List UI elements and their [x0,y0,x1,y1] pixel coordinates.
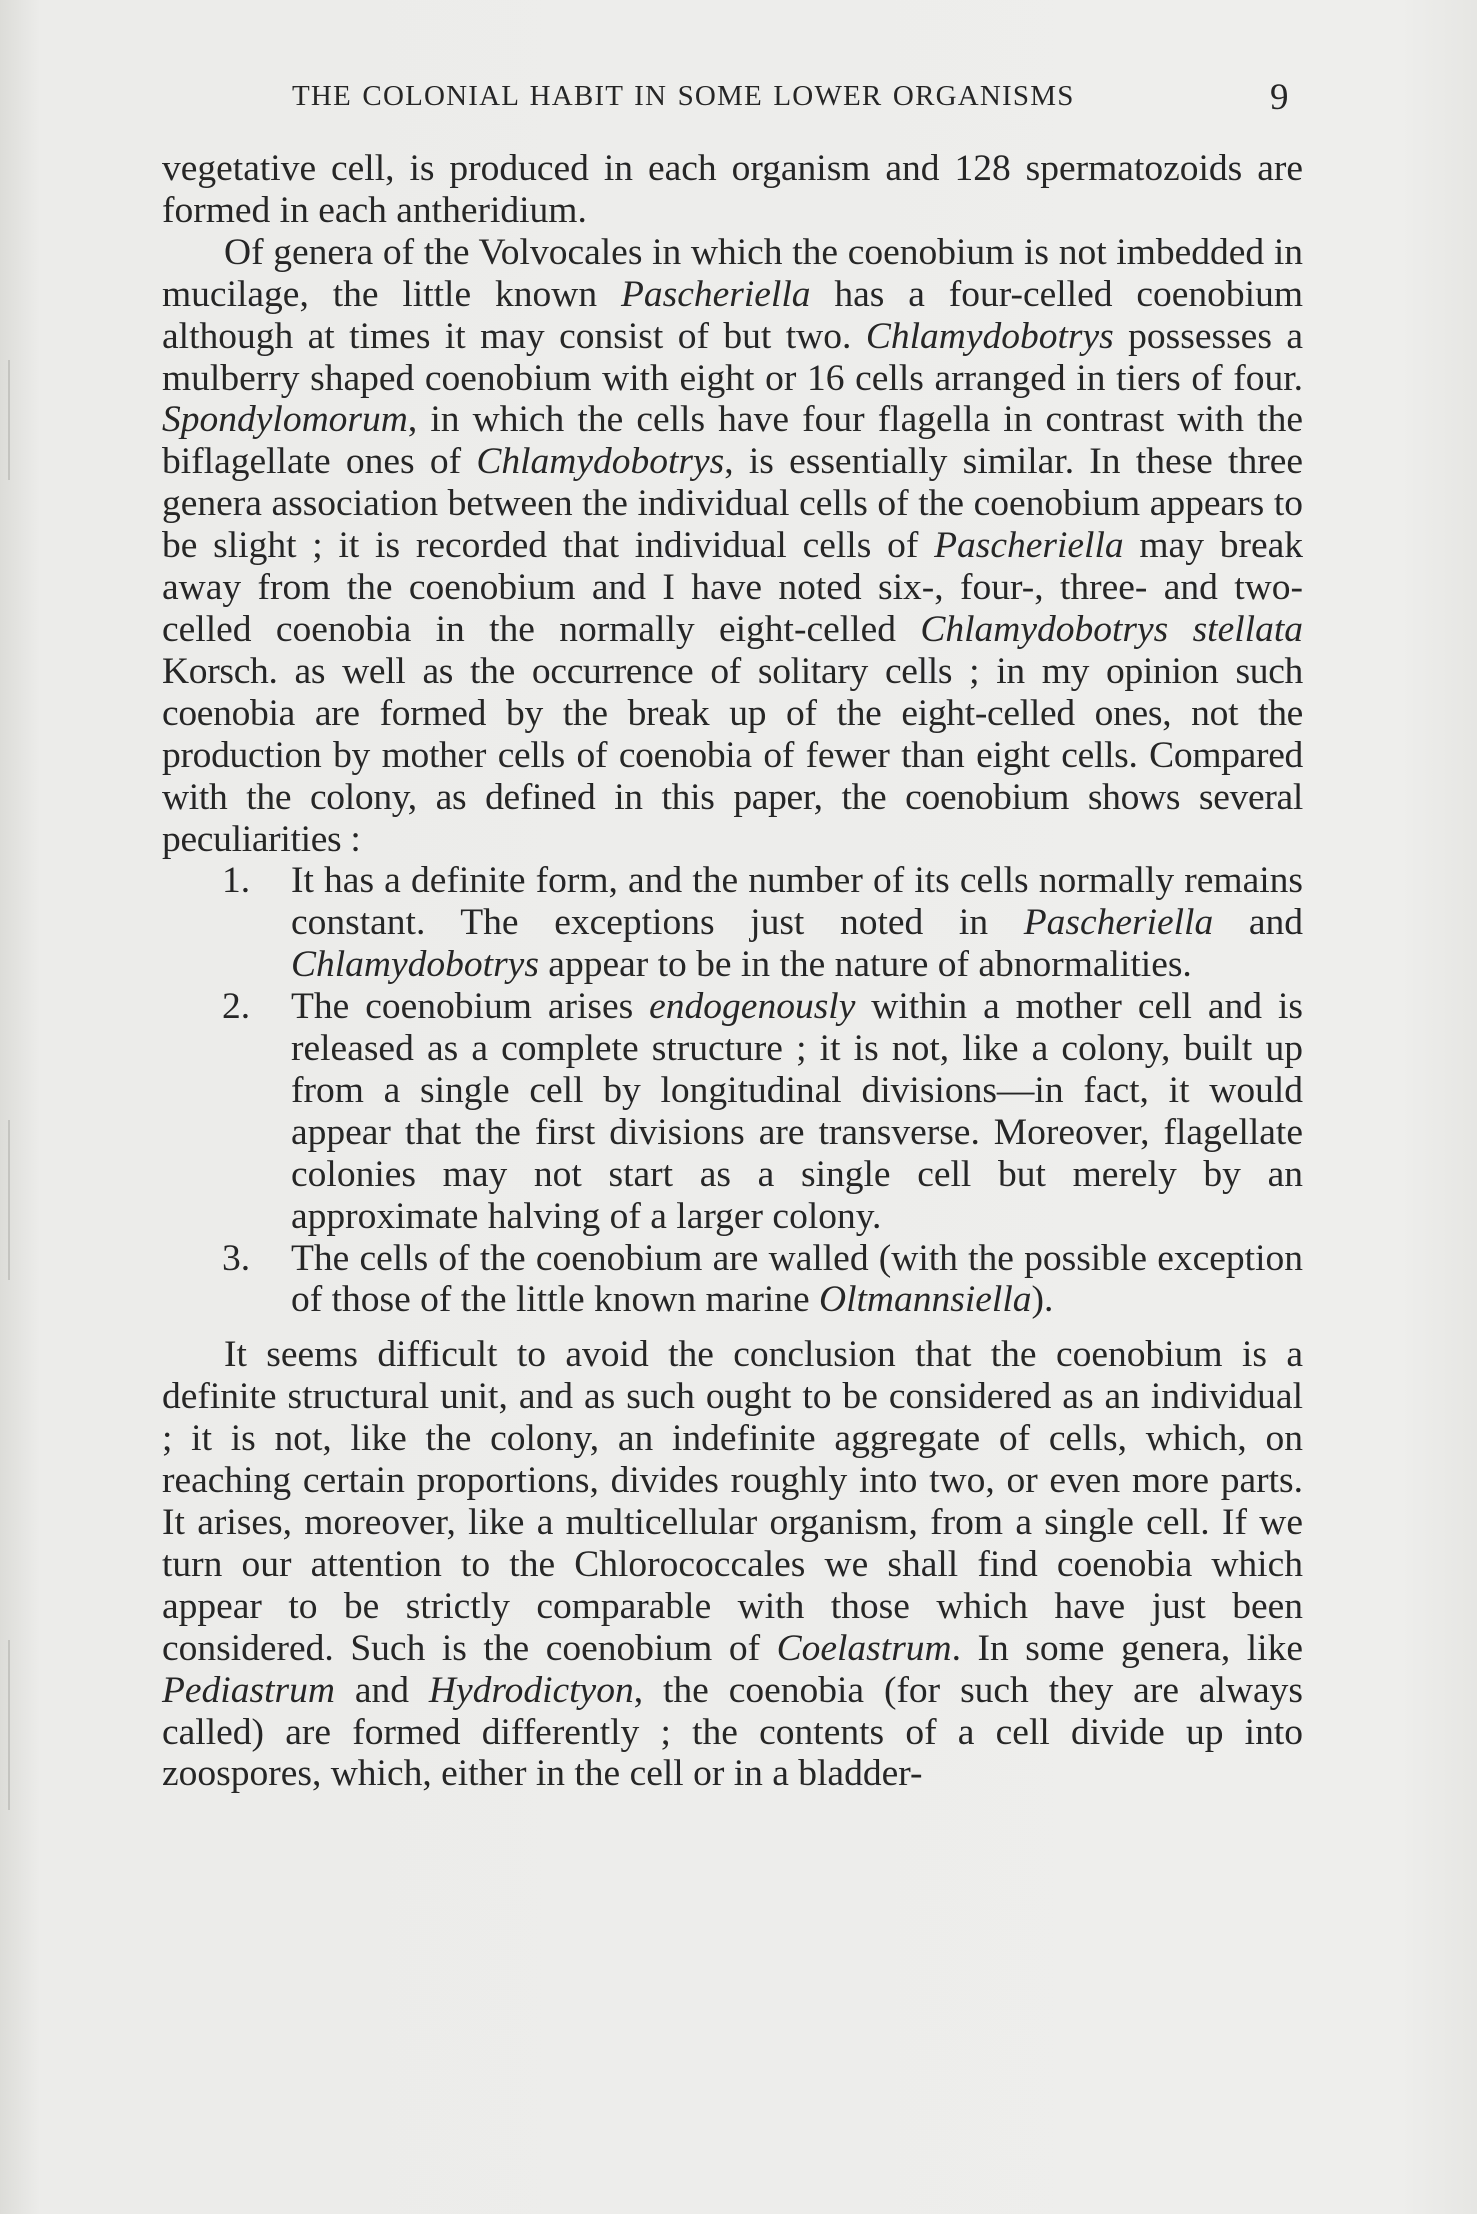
text-run: and [334,1669,429,1711]
list-number: 3. [222,1237,251,1279]
paragraph-2 [162,232,1303,861]
page-edge-shadow [8,360,10,480]
text-run: may break away from the coenobium and I have noted six-, four-, three- and two-celled coenobia in the normally eight-celled [162,525,1303,650]
list-item [162,1238,1303,1322]
genus-name: Chlamydobotrys [865,315,1114,357]
body-text [162,148,1303,1795]
genus-name: Pascheriella [1023,902,1214,944]
text-run: possesses a mulberry shaped coenobium with eight or 16 cells arranged in tiers of four. [162,315,1304,399]
page-edge-shadow [8,1120,10,1280]
text-run: within a mother cell and is released as a complete structure ; it is not, like a colony, built up from a single cell by longitudinal divisions—in fact, it would appear that the first divisions are transverse. Moreover, flagellate colonies may not start as a single cell but merely by an approximate halving of a larger colony. [291,986,1304,1237]
genus-name: Oltmannsiella [819,1279,1032,1321]
paragraph-gap [162,1321,1303,1334]
text-run: , in which the cells have four flagella in contrast with the biflagellate ones of [162,399,1303,483]
page-edge-shadow [8,1640,10,1810]
list-item [162,860,1303,986]
text-run: and [1213,902,1303,944]
text-run: It has a definite form, and the number of its cells normally remains constant. The exceptions just noted in [291,860,1303,944]
genus-name: Chlamydobotrys [291,944,539,986]
genus-name: Spondylomorum [162,399,408,441]
page-number: 9 [1270,77,1289,118]
list-number: 2. [222,986,251,1028]
paragraph-3 [162,1334,1303,1795]
text-run: has a four-celled coenobium although at times it may consist of but two. [162,273,1303,357]
list-number: 1. [222,860,251,902]
text-run: , is essentially similar. In these three genera association between the individual cells of the coenobium appears to be slight ; it is recorded that individual cells of [162,441,1303,567]
genus-name: Pediastrum [162,1669,335,1711]
text-run: The cells of the coenobium are walled (with the possible exception of those of the little known marine [291,1237,1303,1321]
text-run: . In some genera, like [951,1627,1303,1669]
text-run: ). [1031,1279,1054,1321]
genus-name: Pascheriella [934,525,1124,567]
text-run: appear to be in the nature of abnormalities. [538,944,1192,986]
paragraph-1: vegetative cell, is produced in each organism and 128 spermatozoids are formed in each antheridium. [162,148,1303,231]
peculiarities-list [162,860,1303,1321]
running-header [0,76,1477,126]
genus-name: Pascheriella [620,273,811,315]
text-run: Of genera of the Volvocales in which the coenobium is not imbedded in mucilage, the little known [162,231,1303,315]
emphasis: endogenously [649,986,856,1028]
text-run: , the coenobia (for such they are always called) are formed differently ; the contents of a cell divide up into zoospores, which, either in the cell or in a bladder- [162,1669,1303,1795]
running-title: THE COLONIAL HABIT IN SOME LOWER ORGANISMS [292,80,1075,112]
genus-name: Coelastrum [776,1627,952,1669]
genus-name: Hydrodictyon [428,1669,634,1711]
text-run: The coenobium arises [291,986,650,1028]
genus-name: Chlamydobotrys [476,441,725,483]
text-run: It seems difficult to avoid the conclusion that the coenobium is a definite structural unit, and as such ought to be considered as an individual ; it is not, like the colony, an indefinite aggregate of cells, which, on reaching certain proportions, divides roughly into two, or even more parts. It arises, moreover, like a multicellular organism, from a single cell. If we turn our attention to the Chlorococcales we shall find coenobia which appear to be strictly comparable with those which have just been considered. Such is the coenobium of [162,1334,1303,1669]
text-run: Korsch. as well as the occurrence of solitary cells ; in my opinion such coenobia are formed by the break up of the eight-celled ones, not the production by mother cells of coenobia of fewer than eight cells. Compared with the colony, as defined in this paper, the coenobium shows several peculiarities : [162,650,1303,860]
list-item [162,986,1303,1237]
species-name: Chlamydobotrys stellata [920,608,1303,650]
